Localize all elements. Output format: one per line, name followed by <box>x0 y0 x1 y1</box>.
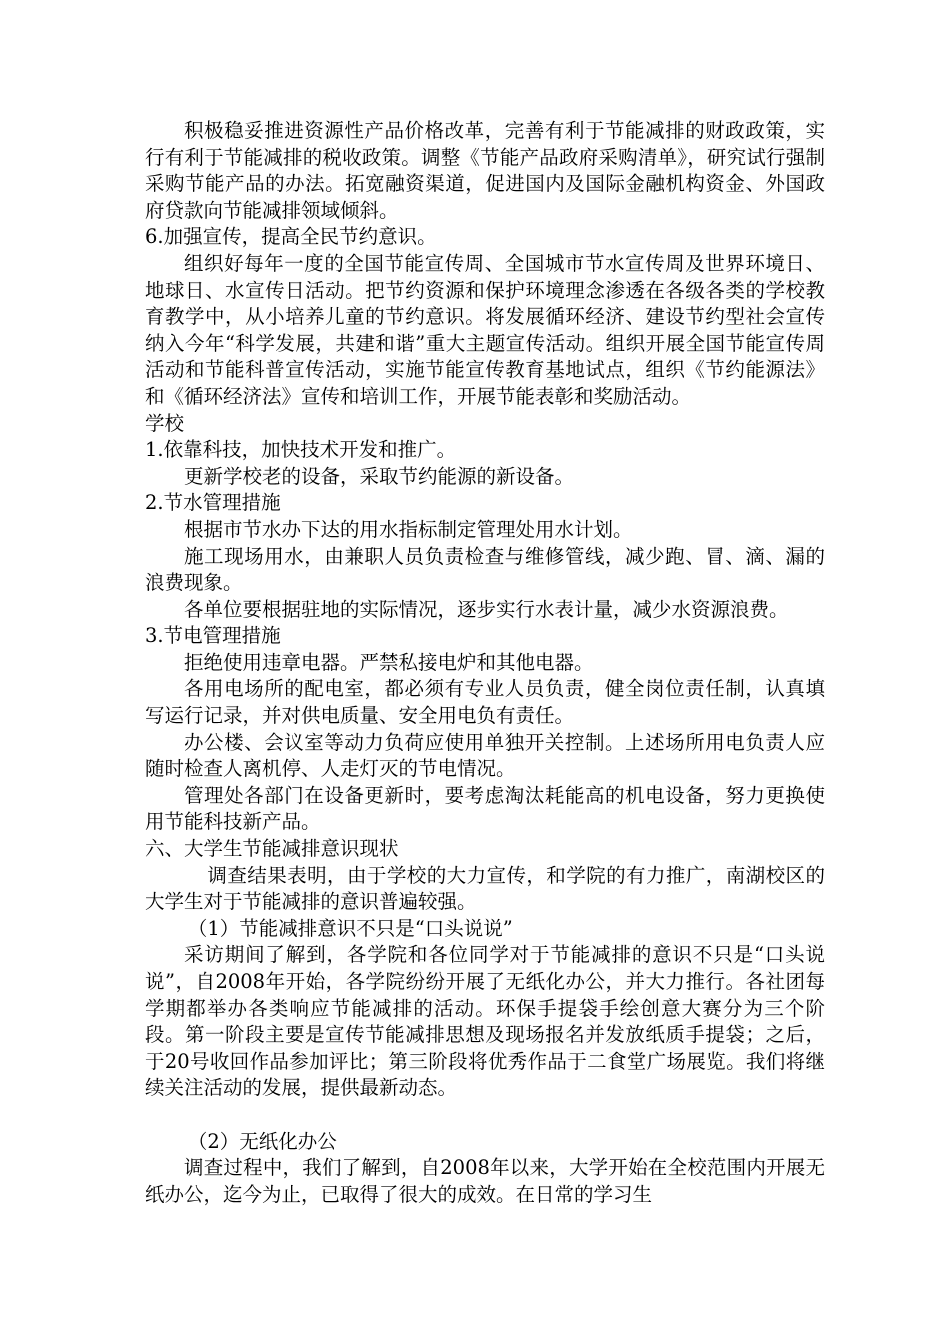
heading-student-awareness: 六、大学生节能减排意识现状 <box>145 837 399 861</box>
paragraph-illegal-appliances: 拒绝使用违章电器。严禁私接电炉和其他电器。 <box>184 650 594 674</box>
paragraph-construction-water: 施工现场用水，由兼职人员负责检查与维修管线，减少跑、冒、滴、漏的浪费现象。 <box>145 544 825 595</box>
subheading-not-just-talk: （1）节能减排意识不只是“口头说说” <box>187 916 513 940</box>
heading-water-saving: 2.节水管理措施 <box>145 491 281 515</box>
heading-school: 学校 <box>145 411 185 435</box>
paragraph-water-plan: 根据市节水办下达的用水指标制定管理处用水计划。 <box>184 517 633 541</box>
paragraph-office-switch: 办公楼、会议室等动力负荷应使用单独开关控制。上述场所用电负责人应随时检查人离机停、人走灯灭的节电情况。 <box>145 730 825 781</box>
heading-electricity-saving: 3.节电管理措施 <box>145 624 281 648</box>
heading-technology: 1.依靠科技，加快技术开发和推广。 <box>145 438 457 462</box>
paragraph-power-room: 各用电场所的配电室，都必须有专业人员负责，健全岗位责任制，认真填写运行记录，并对供电质量、安全用电负有责任。 <box>145 677 825 728</box>
blank-line <box>145 1102 825 1129</box>
paragraph-finance-policy: 积极稳妥推进资源性产品价格改革，完善有利于节能减排的财政政策，实行有利于节能减排的税收政策。调整《节能产品政府采购清单》，研究试行强制采购节能产品的办法。拓宽融资渠道，促进国内及国际金融机构资金、外国政府贷款向节能减排领域倾斜。 <box>145 119 825 222</box>
paragraph-water-meter: 各单位要根据驻地的实际情况，逐步实行水表计量，减少水资源浪费。 <box>184 597 789 621</box>
paragraph-equipment-update: 管理处各部门在设备更新时，要考虑淘汰耗能高的机电设备，努力更换使用节能科技新产品。 <box>145 783 825 834</box>
heading-publicity: 6.加强宣传，提高全民节约意识。 <box>145 225 437 249</box>
document-body <box>145 118 825 1208</box>
paragraph-paperless: 调查过程中，我们了解到，自2008年以来，大学开始在全校范围内开展无纸办公，迄今为止，已取得了很大的成效。在日常的学习生 <box>145 1156 825 1206</box>
subheading-paperless-office: （2）无纸化办公 <box>187 1129 337 1153</box>
paragraph-survey-result: 调查结果表明，由于学校的大力宣传，和学院的有力推广，南湖校区的大学生对于节能减排的意识普遍较强。 <box>145 863 825 914</box>
paragraph-equipment: 更新学校老的设备，采取节约能源的新设备。 <box>184 464 575 488</box>
paragraph-interview: 采访期间了解到，各学院和各位同学对于节能减排的意识不只是“口头说说”，自2008年开始，各学院纷纷开展了无纸化办公，并大力推行。各社团每学期都举办各类响应节能减排的活动。环保手提袋手绘创意大赛分为三个阶段。第一阶段主要是宣传节能减排思想及现场报名并发放纸质手提袋；之后，于20号收回作品参加评比；第三阶段将优秀作品于二食堂广场展览。我们将继续关注活动的发展，提供最新动态。 <box>145 943 825 1100</box>
paragraph-publicity: 组织好每年一度的全国节能宣传周、全国城市节水宣传周及世界环境日、地球日、水宣传日活动。把节约资源和保护环境理念渗透在各级各类的学校教育教学中，从小培养儿童的节约意识。将发展循环经济、建设节约型社会宣传纳入今年“科学发展，共建和谐”重大主题宣传活动。组织开展全国节能宣传周活动和节能科普宣传活动，实施节能宣传教育基地试点，组织《节约能源法》和《循环经济法》宣传和培训工作，开展节能表彰和奖励活动。 <box>145 251 825 408</box>
